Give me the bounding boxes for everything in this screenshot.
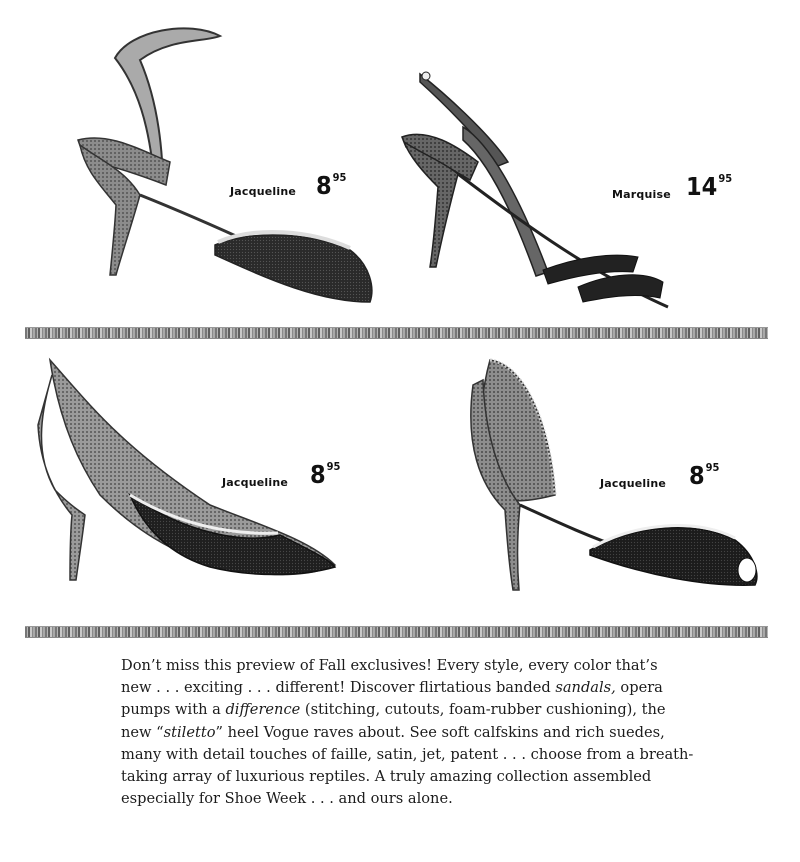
- price-cents: 95: [332, 171, 347, 184]
- open-toe-pump-illustration: [465, 355, 765, 595]
- price-cents: 95: [326, 460, 341, 473]
- copy-text: pumps with a: [121, 701, 226, 719]
- item-name-label: Marquise: [612, 188, 671, 201]
- advertisement-body-copy: [121, 655, 781, 810]
- ankle-strap-sandal-illustration: [70, 20, 380, 315]
- copy-emphasis: difference: [225, 701, 301, 719]
- copy-text: opera: [615, 679, 663, 697]
- item-name-label: Jacqueline: [600, 477, 667, 490]
- copy-text: ” heel Vogue raves about. See soft calfskins and rich suedes,: [215, 723, 665, 741]
- copy-text: taking array of luxurious reptiles. A truly amazing collection assembled: [121, 768, 652, 786]
- price-cents: 95: [718, 172, 733, 185]
- item-price: [316, 173, 346, 198]
- item-price: [686, 174, 732, 199]
- item-price: [310, 462, 340, 487]
- copy-emphasis: stiletto: [163, 723, 216, 741]
- copy-line: [121, 744, 781, 766]
- copy-text: Don’t miss this preview of Fall exclusives! Every style, every color that’s: [121, 657, 658, 674]
- price-dollars: 8: [689, 461, 705, 490]
- item-name-label: Jacqueline: [222, 476, 289, 489]
- copy-emphasis: sandals,: [555, 679, 616, 697]
- copy-text: (stitching, cutouts, foam-rubber cushioning), the: [300, 701, 666, 719]
- pump-illustration: [30, 355, 345, 585]
- shelf-divider: [25, 327, 768, 339]
- copy-line: [121, 655, 781, 677]
- shelf-divider: [25, 626, 768, 638]
- copy-line: [121, 766, 781, 788]
- copy-line: [121, 788, 781, 810]
- item-price: [689, 463, 719, 488]
- price-dollars: 8: [316, 171, 332, 200]
- copy-text: especially for Shoe Week . . . and ours alone.: [121, 790, 453, 808]
- copy-text: new “: [121, 723, 164, 741]
- copy-line: [121, 722, 781, 744]
- copy-line: [121, 677, 781, 699]
- price-cents: 95: [705, 461, 720, 474]
- copy-text: new . . . exciting . . . different! Discover flirtatious banded: [121, 679, 556, 697]
- price-dollars: 14: [686, 172, 718, 201]
- copy-line: [121, 699, 781, 721]
- price-dollars: 8: [310, 460, 326, 489]
- copy-text: many with detail touches of faille, satin, jet, patent . . . choose from a breath-: [121, 745, 694, 763]
- item-name-label: Jacqueline: [230, 185, 297, 198]
